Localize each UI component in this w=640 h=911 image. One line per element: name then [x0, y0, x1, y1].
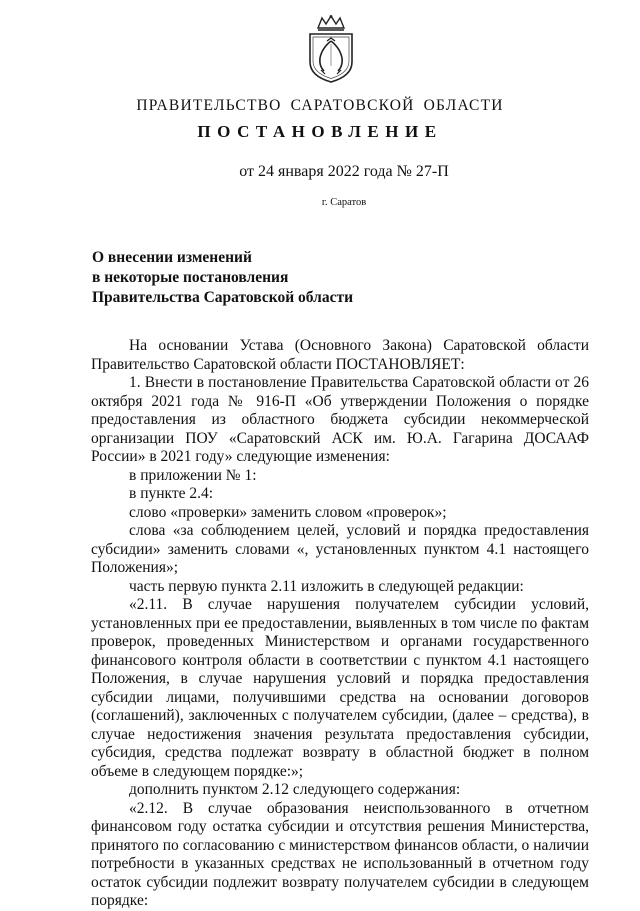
subject-line: в некоторые постановления — [92, 269, 289, 286]
body-paragraph: в приложении № 1: — [129, 466, 257, 484]
body-paragraph: слово «проверки» заменить словом «проверок»; — [129, 503, 447, 521]
document-body — [91, 337, 589, 911]
body-paragraph: «2.11. В случае нарушения получателем субсидии условий, установленных при ее предоставлении, выявленных в том числе по фактам проверок, проведенных Министерством и органами государственного финансового контроля области в соответствии с пунктом 4.1 настоящего Положения, в случае нарушения условий и порядка предоставления субсидии лицами, получившими средства на основании договоров (соглашений), заключенных с получателем субсидии, (далее – средства), в случае недостижения значения результата предоставления субсидии, субсидия, средства подлежат возврату в областной бюджет в полном объеме в следующем порядке:»; — [91, 596, 589, 780]
body-paragraph: слова «за соблюдением целей, условий и порядка предоставления субсидии» заменить словами «, установленных пунктом 4.1 настоящего Положения»; — [91, 522, 589, 576]
subject-line: О внесении изменений — [92, 249, 252, 266]
subject-line: Правительства Саратовской области — [92, 289, 353, 306]
document-type: ПОСТАНОВЛЕНИЕ — [197, 122, 443, 141]
document-city: г. Саратов — [321, 197, 367, 208]
body-paragraph: в пункте 2.4: — [129, 485, 214, 502]
document-date-number: от 24 января 2022 года № 27-П — [239, 163, 449, 180]
body-paragraph: 1. Внести в постановление Правительства Саратовской области от 26 октября 2021 года № 916-П «Об утверждении Положения о порядке предоставления из областного бюджета субсидии некоммерческой организации ПОУ «Саратовский АСК им. Ю.А. Гагарина ДОСААФ России» в 2021 году» следующие изменения: — [91, 374, 589, 465]
document-subject — [92, 248, 452, 308]
body-paragraph: «2.12. В случае образования неиспользованного в отчетном финансовом году остатка субсидии и отсутствия решения Министерства, принятого по согласованию с министерством финансов области, о наличии потребности в указанных средствах не использованный в отчетном году остаток субсидии подлежит возврату получателем субсидии в следующем порядке: — [91, 799, 589, 909]
body-paragraph: дополнить пунктом 2.12 следующего содержания: — [129, 781, 461, 798]
body-paragraph: На основании Устава (Основного Закона) Саратовской области Правительство Саратовской области ПОСТАНОВЛЯЕТ: — [91, 337, 589, 373]
government-title: ПРАВИТЕЛЬСТВО САРАТОВСКОЙ ОБЛАСТИ — [136, 97, 504, 114]
body-paragraph: часть первую пункта 2.11 изложить в следующей редакции: — [129, 577, 524, 595]
saratov-coat-of-arms-icon — [304, 14, 358, 84]
